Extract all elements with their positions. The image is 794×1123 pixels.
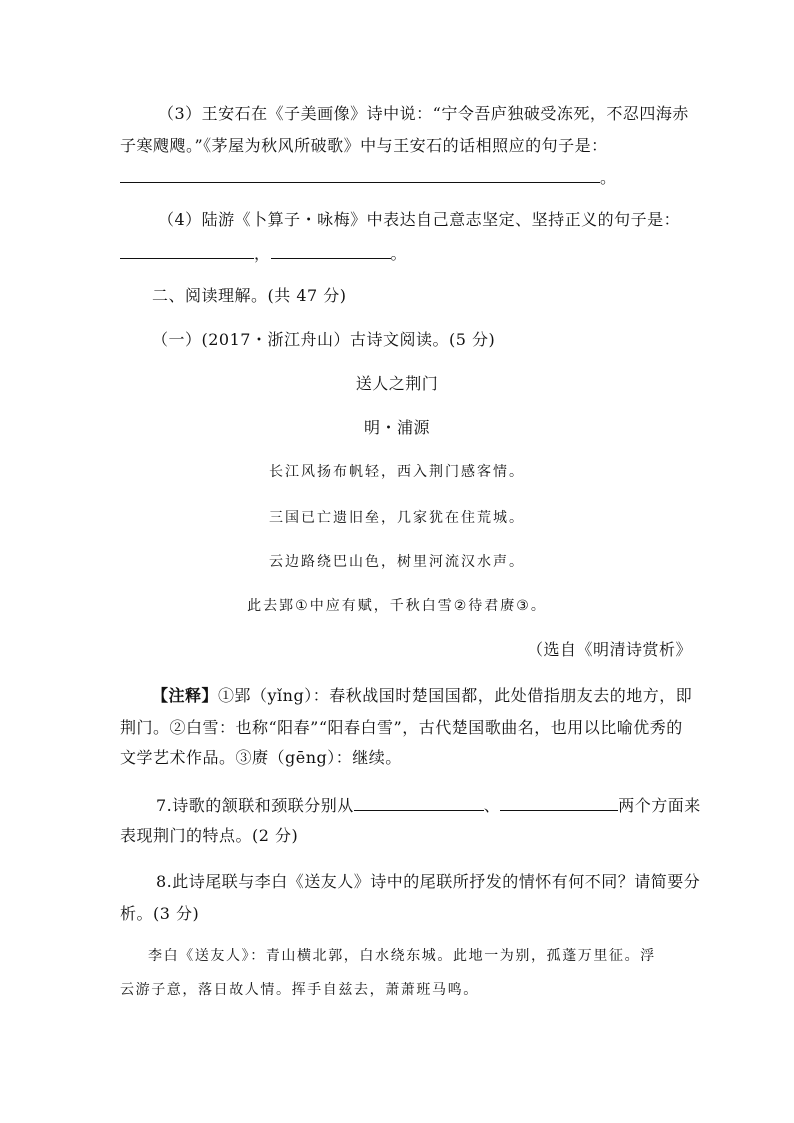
poem-line: 此去郢①中应有赋，千秋白雪②待君赓③。 xyxy=(247,598,547,614)
answer-blank[interactable] xyxy=(120,166,600,183)
section-heading: 二、阅读理解。(共 47 分) xyxy=(152,286,347,305)
q4-answer-line xyxy=(120,242,676,264)
notes-line-1 xyxy=(152,686,693,706)
q3-answer-line xyxy=(120,166,676,188)
q7-line-1 xyxy=(156,794,701,816)
q3-line-1: （3）王安石在《子美画像》诗中说：“宁令吾庐独破受冻死，不忍四海赤 xyxy=(158,104,689,123)
q3-period: 。 xyxy=(600,168,617,187)
q7-separator: 、 xyxy=(483,796,501,815)
part-heading: （一）(2017・浙江舟山）古诗文阅读。(5 分) xyxy=(152,330,496,349)
q3-line-2: 子寒飕飕。”《茅屋为秋风所破歌》中与王安石的话相照应的句子是： xyxy=(120,136,608,155)
notes-tag: 【注释】 xyxy=(152,686,219,705)
answer-blank[interactable] xyxy=(271,242,391,259)
answer-blank[interactable] xyxy=(120,242,254,259)
q7-suffix: 两个方面来 xyxy=(618,796,701,815)
comparison-line-2: 云游子意，落日故人情。挥手自兹去，萧萧班马鸣。 xyxy=(120,982,479,998)
poem-line: 长江风扬布帆轻，西入荆门感客情。 xyxy=(269,464,525,480)
notes-line-3: 文学艺术作品。③赓（gēng）：继续。 xyxy=(120,748,402,767)
answer-blank[interactable] xyxy=(500,794,618,811)
q8-line-1: 8.此诗尾联与李白《送友人》诗中的尾联所抒发的情怀有何不同？请简要分 xyxy=(156,872,701,891)
q4-period: 。 xyxy=(390,244,408,263)
poem-title: 送人之荆门 xyxy=(355,374,439,393)
q7-prefix: 7.诗歌的颔联和颈联分别从 xyxy=(156,796,354,815)
poem-author: 明・浦源 xyxy=(363,418,430,437)
poem-line: 三国已亡遗旧垒，几家犹在住荒城。 xyxy=(269,510,525,526)
poem-line: 云边路绕巴山色，树里河流汉水声。 xyxy=(269,554,525,570)
comparison-line-1: 李白《送友人》：青山横北郭，白水绕东城。此地一为别，孤蓬万里征。浮 xyxy=(148,948,656,964)
q4-line-1: （4）陆游《卜算子・咏梅》中表达自己意志坚定、坚持正义的句子是： xyxy=(158,210,681,229)
poem-source: （选自《明清诗赏析》 xyxy=(526,640,692,659)
notes-line-2: 荆门。②白雪：也称“阳春”“阳春白雪”，古代楚国歌曲名，也用以比喻优秀的 xyxy=(120,718,683,737)
answer-blank[interactable] xyxy=(354,794,484,811)
notes-text: ①郢（yǐng）：春秋战国时楚国国都，此处借指朋友去的地方，即 xyxy=(218,686,693,705)
q4-comma: ， xyxy=(254,244,271,263)
q8-line-2: 析。(3 分) xyxy=(120,904,200,923)
q7-line-2: 表现荆门的特点。(2 分) xyxy=(120,826,299,845)
